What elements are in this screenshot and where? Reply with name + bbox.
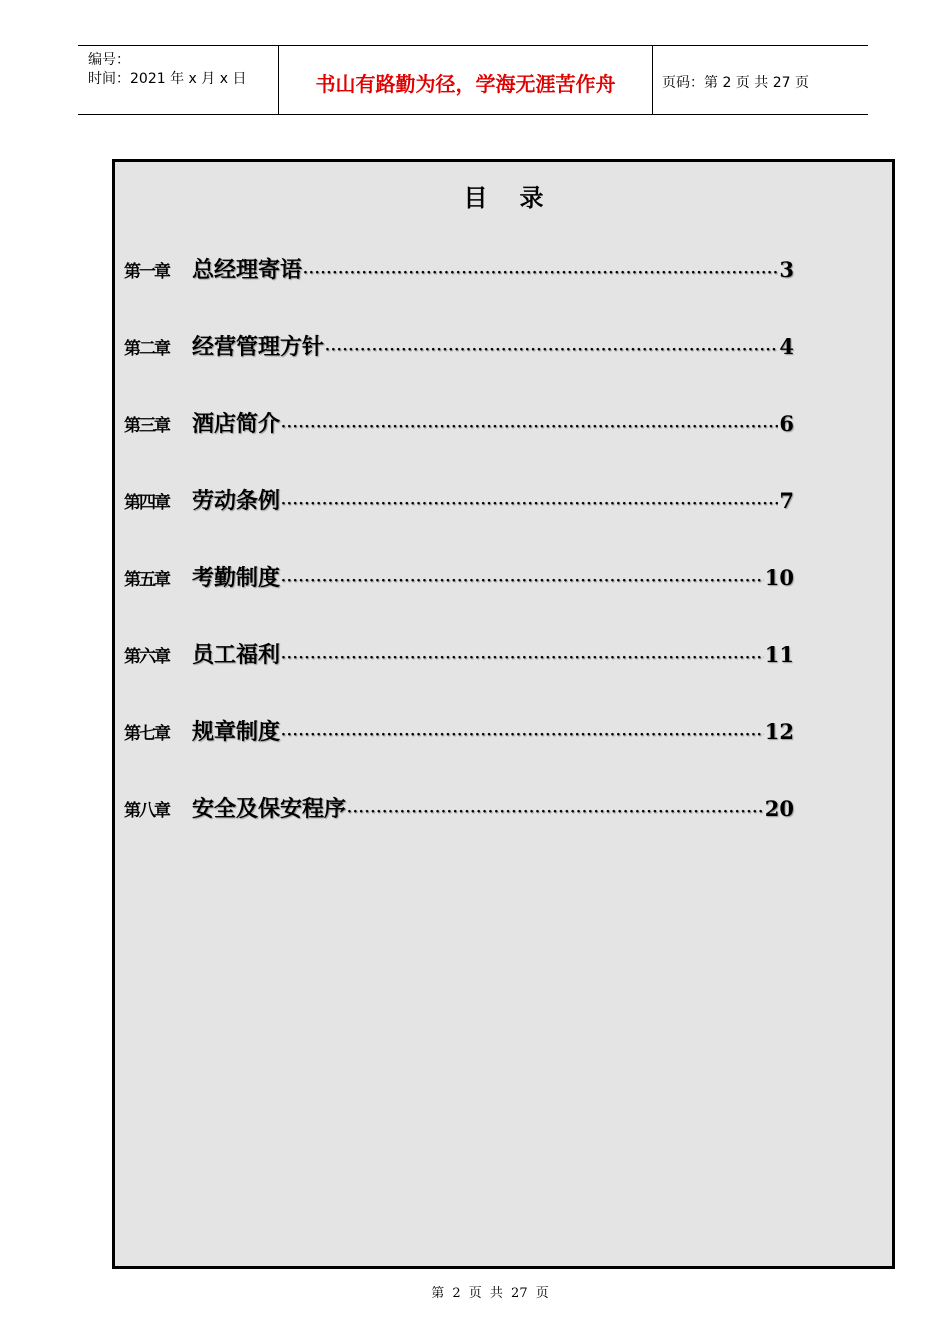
chapter-label: 第八章	[124, 801, 169, 821]
dot-leader	[347, 804, 764, 820]
entry-page-number: 10	[764, 565, 794, 590]
time-label: 时间：2021 年 x 月 x 日	[88, 71, 247, 87]
dot-leader	[325, 342, 778, 358]
chapter-label: 第四章	[124, 493, 169, 513]
header-left-cell	[78, 46, 279, 114]
dot-leader	[281, 496, 778, 512]
toc-entry[interactable]	[124, 407, 794, 439]
entry-title: 总经理寄语	[192, 257, 303, 283]
toc-entry[interactable]	[124, 561, 794, 593]
toc-entry[interactable]	[124, 638, 794, 670]
entry-page-number: 7	[779, 488, 794, 513]
entry-title: 安全及保安程序	[192, 796, 347, 822]
entry-page-number: 11	[764, 642, 794, 667]
header-page-ref: 页码：第 2 页 共 27 页	[662, 75, 809, 91]
entry-title: 劳动条例	[192, 488, 281, 514]
entry-page-number: 6	[779, 411, 794, 436]
toc-entry[interactable]	[124, 484, 794, 516]
entry-page-number: 3	[779, 257, 794, 282]
number-label: 编号：	[88, 52, 130, 68]
header-right-cell	[653, 46, 868, 114]
entry-page-number: 12	[764, 719, 794, 744]
entry-title: 员工福利	[192, 642, 281, 668]
header-middle-cell	[279, 46, 653, 114]
entry-page-number: 20	[764, 796, 794, 821]
toc-entry[interactable]	[124, 792, 794, 824]
dot-leader	[281, 573, 764, 589]
toc-entry[interactable]	[124, 715, 794, 747]
entry-title: 酒店简介	[192, 411, 281, 437]
page-header	[78, 45, 868, 115]
entry-title: 规章制度	[192, 719, 281, 745]
entry-title: 经营管理方针	[192, 334, 325, 360]
chapter-label: 第三章	[124, 416, 169, 436]
page-footer: 第 2 页 共 27 页	[431, 1286, 549, 1301]
motto-text: 书山有路勤为径，学海无涯苦作舟	[315, 72, 616, 96]
entry-title: 考勤制度	[192, 565, 281, 591]
chapter-label: 第六章	[124, 647, 169, 667]
dot-leader	[281, 419, 778, 435]
chapter-label: 第二章	[124, 339, 169, 359]
toc-title: 目录	[463, 183, 576, 212]
toc-entry[interactable]	[124, 330, 794, 362]
table-of-contents	[112, 159, 895, 1269]
toc-entry[interactable]	[124, 253, 794, 285]
dot-leader	[303, 265, 778, 281]
dot-leader	[281, 650, 764, 666]
chapter-label: 第五章	[124, 570, 169, 590]
entry-page-number: 4	[779, 334, 794, 359]
dot-leader	[281, 727, 764, 743]
chapter-label: 第七章	[124, 724, 169, 744]
chapter-label: 第一章	[124, 262, 169, 282]
